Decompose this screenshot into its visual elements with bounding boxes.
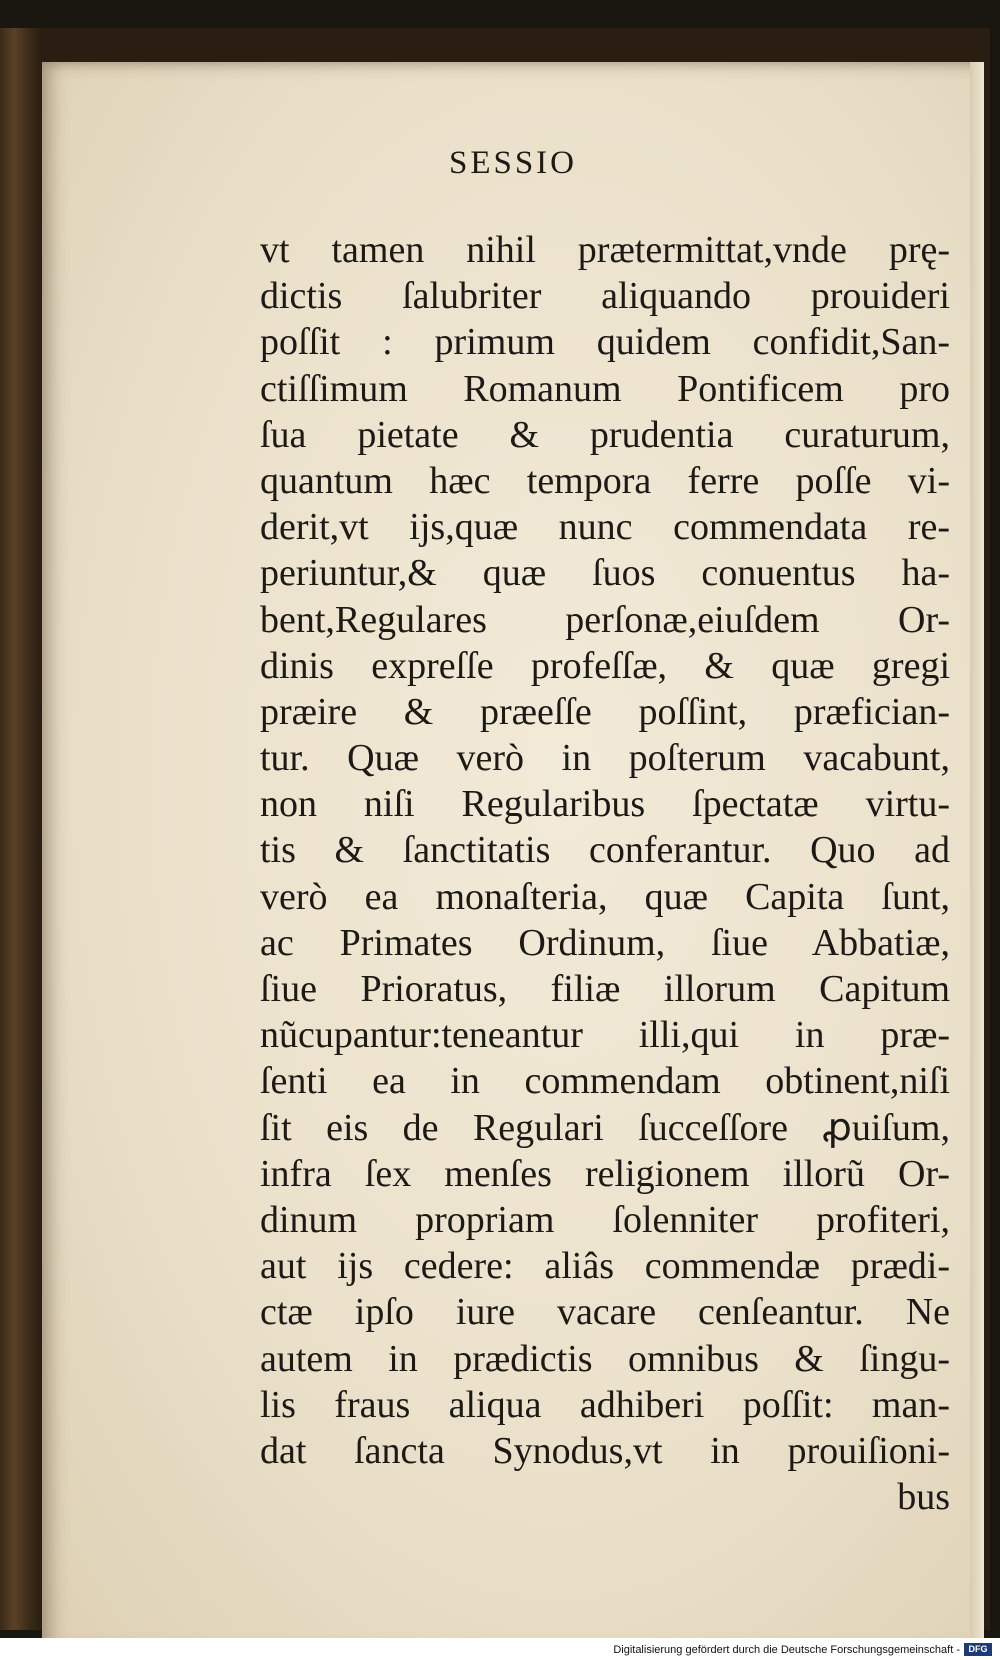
text-line: ctiſſimum Romanum Pontificem pro — [260, 367, 950, 410]
text-line: præire & præeſſe poſſint, præfician- — [260, 690, 950, 733]
text-line: dat ſancta Synodus,vt in prouiſioni- — [260, 1429, 950, 1472]
text-line: autem in prædictis omnibus & ſingu- — [260, 1337, 950, 1380]
text-line: tur. Quæ verò in poſterum vacabunt, — [260, 737, 950, 780]
footer-bar — [0, 1638, 1000, 1660]
text-line: aut ijs cedere: aliâs commendæ prædi- — [260, 1245, 950, 1288]
text-line: non niſi Regularibus ſpectatæ virtu- — [260, 783, 950, 826]
text-line: quantum hæc tempora ferre poſſe vi- — [260, 459, 950, 502]
text-line: ſit eis de Regulari ſucceſſore ꝓuiſum, — [260, 1106, 950, 1149]
running-head: SESSIO — [448, 145, 578, 181]
text-line: ac Primates Ordinum, ſiue Abbatiæ, — [260, 921, 950, 964]
text-line: infra ſex menſes religionem illorũ Or- — [260, 1152, 950, 1195]
text-line: dinum propriam ſolenniter profiteri, — [260, 1198, 950, 1241]
text-line: ſua pietate & prudentia curaturum, — [260, 413, 950, 456]
text-line: derit,vt ijs,quæ nunc commendata re- — [260, 506, 950, 549]
text-line: dinis expreſſe profeſſæ, & quæ gregi — [260, 644, 950, 687]
text-line: tis & ſanctitatis conferantur. Quo ad — [260, 829, 950, 872]
dfg-logo: DFG — [964, 1643, 992, 1656]
page — [42, 62, 984, 1652]
text-line: ctæ ipſo iure vacare cenſeantur. Ne — [260, 1291, 950, 1334]
footer-credit: Digitalisierung gefördert durch die Deutsche Forschungsgemeinschaft - — [613, 1644, 960, 1656]
text-line: dictis ſalubriter aliquando prouideri — [260, 275, 950, 318]
text-line: poſſit : primum quidem confidit,San- — [260, 321, 950, 364]
text-line: lis fraus aliqua adhiberi poſſit: man- — [260, 1383, 950, 1426]
body-text — [260, 227, 950, 1520]
book-binding — [0, 28, 990, 1630]
text-line: vt tamen nihil prætermittat,vnde prę- — [260, 229, 950, 271]
text-line: nũcupantur:teneantur illi,qui in præ- — [260, 1014, 950, 1057]
text-line: bent,Regulares perſonæ,eiuſdem Or- — [260, 598, 950, 641]
page-edge — [970, 62, 984, 1652]
text-line: ſiue Prioratus, filiæ illorum Capitum — [260, 968, 950, 1010]
text-line: periuntur,& quæ ſuos conuentus ha- — [260, 552, 950, 595]
text-line: bus — [897, 1476, 950, 1519]
text-line: ſenti ea in commendam obtinent,niſi — [260, 1060, 950, 1103]
text-line: verò ea monaſteria, quæ Capita ſunt, — [260, 875, 950, 918]
